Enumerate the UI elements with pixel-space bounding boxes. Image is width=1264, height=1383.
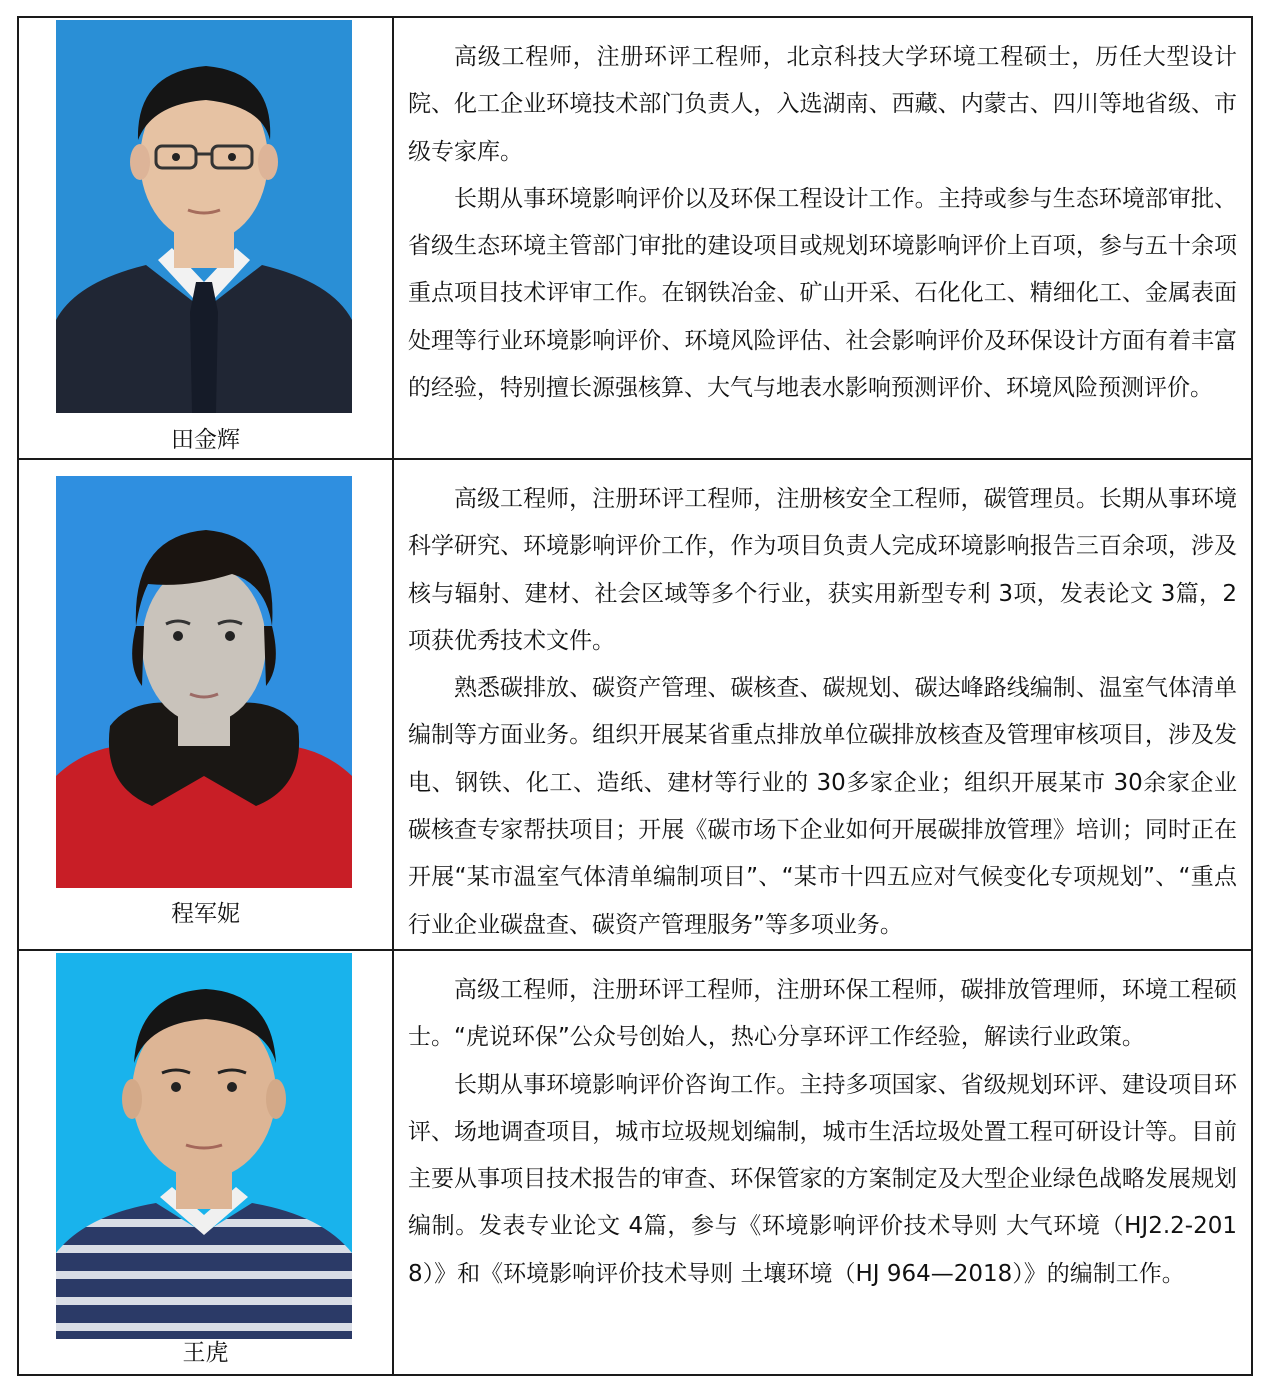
- profile-row: [18, 950, 1252, 1375]
- person-name: 程军妮: [171, 901, 240, 927]
- portrait-photo: [56, 953, 352, 1339]
- bio-cell: [393, 950, 1252, 1375]
- expert-profile-table: [17, 16, 1253, 1376]
- bio-paragraph: 高级工程师，注册环评工程师，注册核安全工程师，碳管理员。长期从事环境科学研究、环境影响评价工作，作为项目负责人完成环境影响报告三百余项，涉及核与辐射、建材、社会区域等多个行业，获实用新型专利 3项，发表论文 3篇，2项获优秀技术文件。: [408, 486, 1237, 654]
- photo-cell: [18, 459, 393, 950]
- portrait-photo: [56, 476, 352, 888]
- tie: [190, 282, 218, 413]
- bio-paragraph: 长期从事环境影响评价咨询工作。主持多项国家、省级规划环评、建设项目环评、场地调查项目，城市垃圾规划编制，城市生活垃圾处置工程可研设计等。目前主要从事项目技术报告的审查、环保管家的方案制定及大型企业绿色战略发展规划编制。发表专业论文 4篇，参与《环境影响评价技术导则 大气环境（HJ2.2-2018）》和《环境影响评价技术导则 土壤环境（HJ 964—2018）》的编制工作。: [408, 1071, 1237, 1287]
- portrait-photo: [56, 20, 352, 413]
- bio-paragraph: 高级工程师，注册环评工程师，北京科技大学环境工程硕士，历任大型设计院、化工企业环境技术部门负责人，入选湖南、西藏、内蒙古、四川等地省级、市级专家库。: [408, 44, 1237, 165]
- bio-paragraph: 熟悉碳排放、碳资产管理、碳核查、碳规划、碳达峰路线编制、温室气体清单编制等方面业务。组织开展某省重点排放单位碳排放核查及管理审核项目，涉及发电、钢铁、化工、造纸、建材等行业的 30多家企业；组织开展某市 30余家企业碳核查专家帮扶项目；开展《碳市场下企业如何开展碳排放管理》培训；同时正在开展“某市温室气体清单编制项目”、“某市十四五应对气候变化专项规划”、“重点行业企业碳盘查、碳资产管理服务”等多项业务。: [408, 675, 1237, 938]
- bio-cell: [393, 459, 1252, 950]
- person-name: 王虎: [182, 1339, 229, 1366]
- photo-cell: [18, 17, 393, 459]
- photo-cell: [18, 950, 393, 1375]
- ear-left: [130, 144, 150, 180]
- bio-cell: [393, 17, 1252, 459]
- bio-text: [394, 18, 1251, 412]
- profile-row: [18, 17, 1252, 459]
- bio-paragraph: 长期从事环境影响评价以及环保工程设计工作。主持或参与生态环境部审批、省级生态环境主管部门审批的建设项目或规划环境影响评价上百项，参与五十余项重点项目技术评审工作。在钢铁冶金、矿山开采、石化化工、精细化工、金属表面处理等行业环境影响评价、环境风险评估、社会影响评价及环保设计方面有着丰富的经验，特别擅长源强核算、大气与地表水影响预测评价、环境风险预测评价。: [408, 185, 1237, 402]
- bio-text: [394, 951, 1251, 1298]
- person-name: 田金辉: [171, 427, 240, 453]
- bio-text: [394, 460, 1251, 949]
- face: [142, 564, 266, 724]
- bio-paragraph: 高级工程师，注册环评工程师，注册环保工程师，碳排放管理师，环境工程硕士。“虎说环保”公众号创始人，热心分享环评工作经验，解读行业政策。: [408, 976, 1237, 1051]
- ear-right: [258, 144, 278, 180]
- profile-row: [18, 459, 1252, 950]
